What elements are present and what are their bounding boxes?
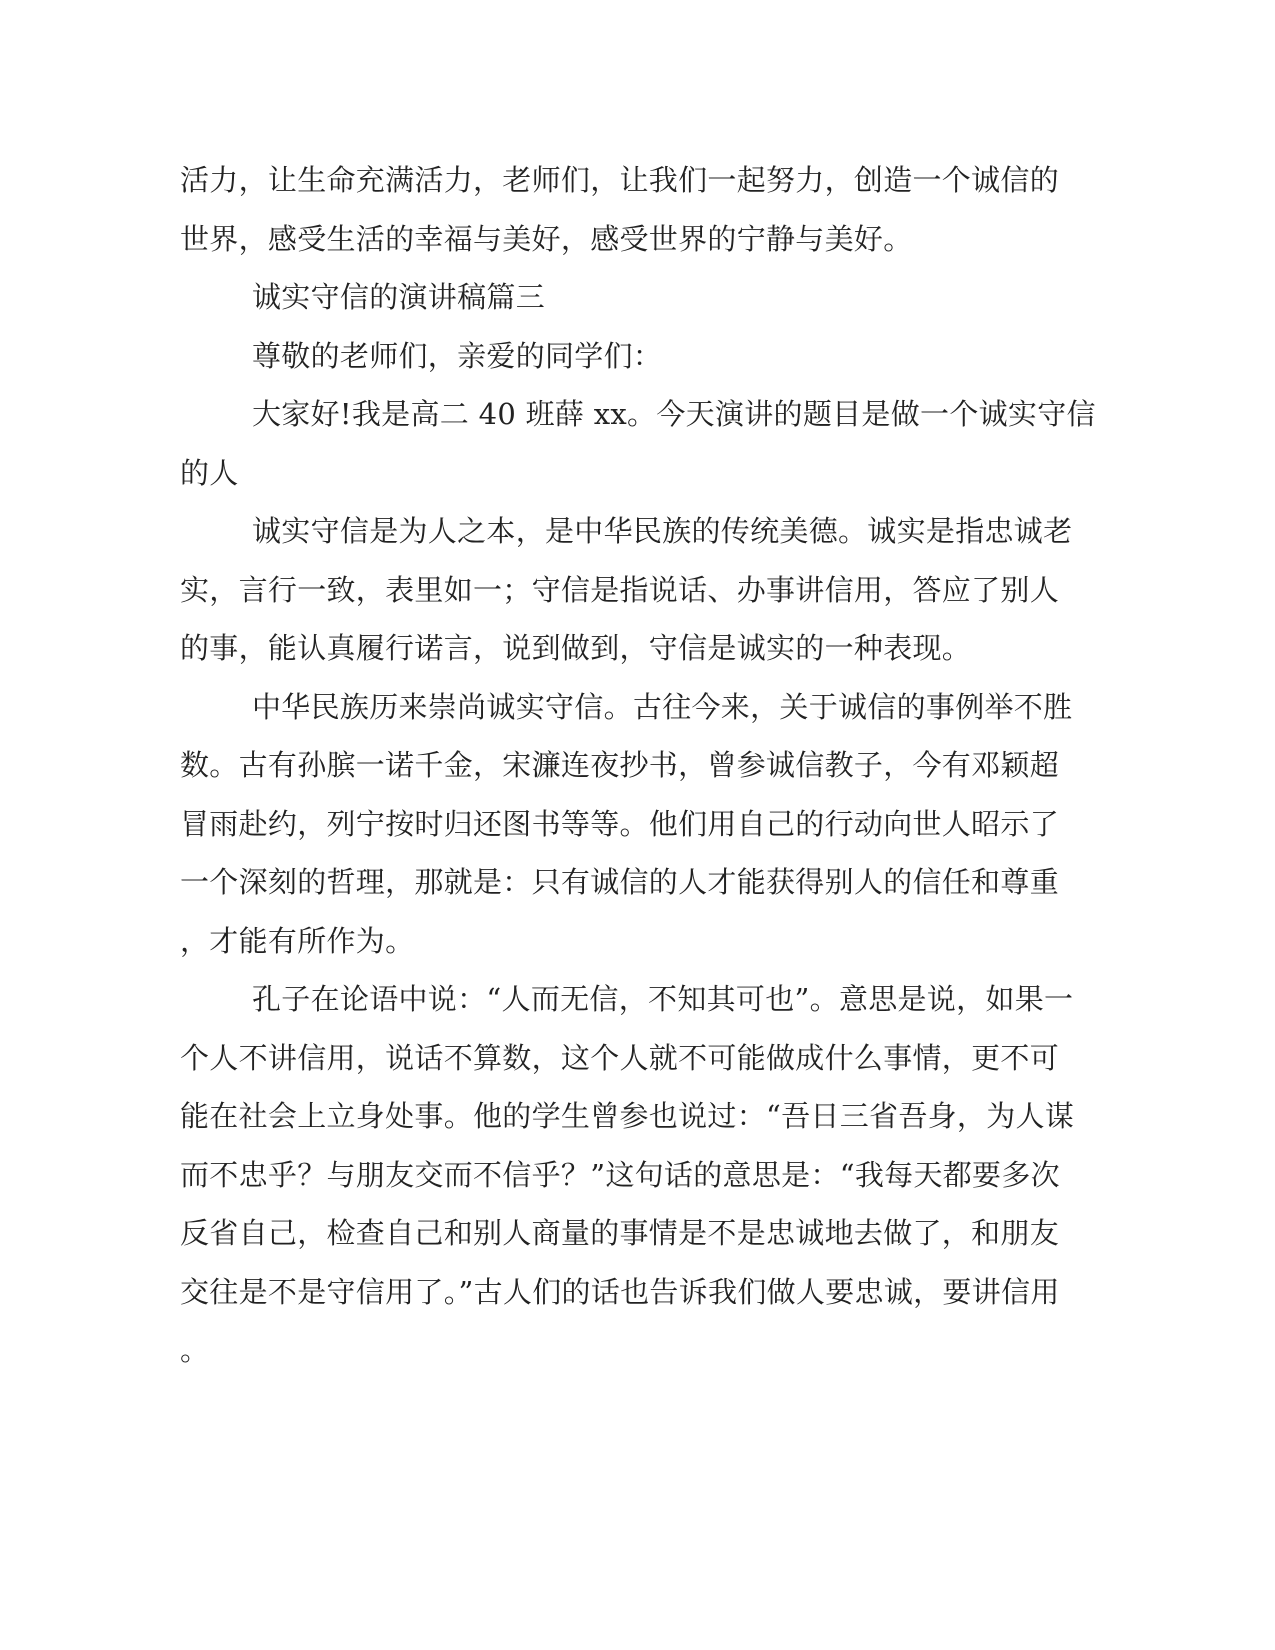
text-line: 数。古有孙膑一诺千金，宋濂连夜抄书，曾参诚信教子，今有邓颖超 xyxy=(180,748,1060,782)
text-line: 冒雨赴约，列宁按时归还图书等等。他们用自己的行动向世人昭示了 xyxy=(180,806,1060,841)
text-line: ，才能有所作为。 xyxy=(180,923,415,958)
text-line: 个人不讲信用，说话不算数，这个人就不可能做成什么事情，更不可 xyxy=(180,1040,1060,1075)
text-line: 的事，能认真履行诺言，说到做到，守信是诚实的一种表现。 xyxy=(180,631,972,665)
text-line: 实，言行一致，表里如一；守信是指说话、办事讲信用，答应了别人 xyxy=(180,572,1060,607)
text-line: 一个深刻的哲理，那就是：只有诚信的人才能获得别人的信任和尊重 xyxy=(180,865,1060,899)
text-line: 世界，感受生活的幸福与美好，感受世界的宁静与美好。 xyxy=(180,221,913,256)
text-line: 大家好!我是高二 40 班薛 xx。今天演讲的题目是做一个诚实守信 xyxy=(252,397,1096,431)
text-line: 。 xyxy=(180,1333,210,1367)
text-line: 而不忠乎？与朋友交而不信乎？”这句话的意思是：“我每天都要多次 xyxy=(180,1157,1060,1192)
text-line: 能在社会上立身处事。他的学生曾参也说过：“吾日三省吾身，为人谋 xyxy=(180,1099,1075,1133)
text-line: 的人 xyxy=(180,455,239,490)
text-line: 诚实守信的演讲稿篇三 xyxy=(252,280,546,314)
text-line: 中华民族历来崇尚诚实守信。古往今来，关于诚信的事例举不胜 xyxy=(252,689,1073,724)
text-line: 交往是不是守信用了。”古人们的话也告诉我们做人要忠诚，要讲信用 xyxy=(180,1274,1060,1309)
text-line: 反省自己，检查自己和别人商量的事情是不是忠诚地去做了，和朋友 xyxy=(180,1216,1060,1250)
text-line: 尊敬的老师们，亲爱的同学们： xyxy=(252,338,663,373)
text-line: 孔子在论语中说：“人而无信，不知其可也”。意思是说，如果一 xyxy=(252,982,1074,1016)
text-line: 活力，让生命充满活力，老师们，让我们一起努力，创造一个诚信的 xyxy=(180,163,1060,197)
body-text xyxy=(180,151,1096,1380)
text-line: 诚实守信是为人之本，是中华民族的传统美德。诚实是指忠诚老 xyxy=(252,514,1073,548)
